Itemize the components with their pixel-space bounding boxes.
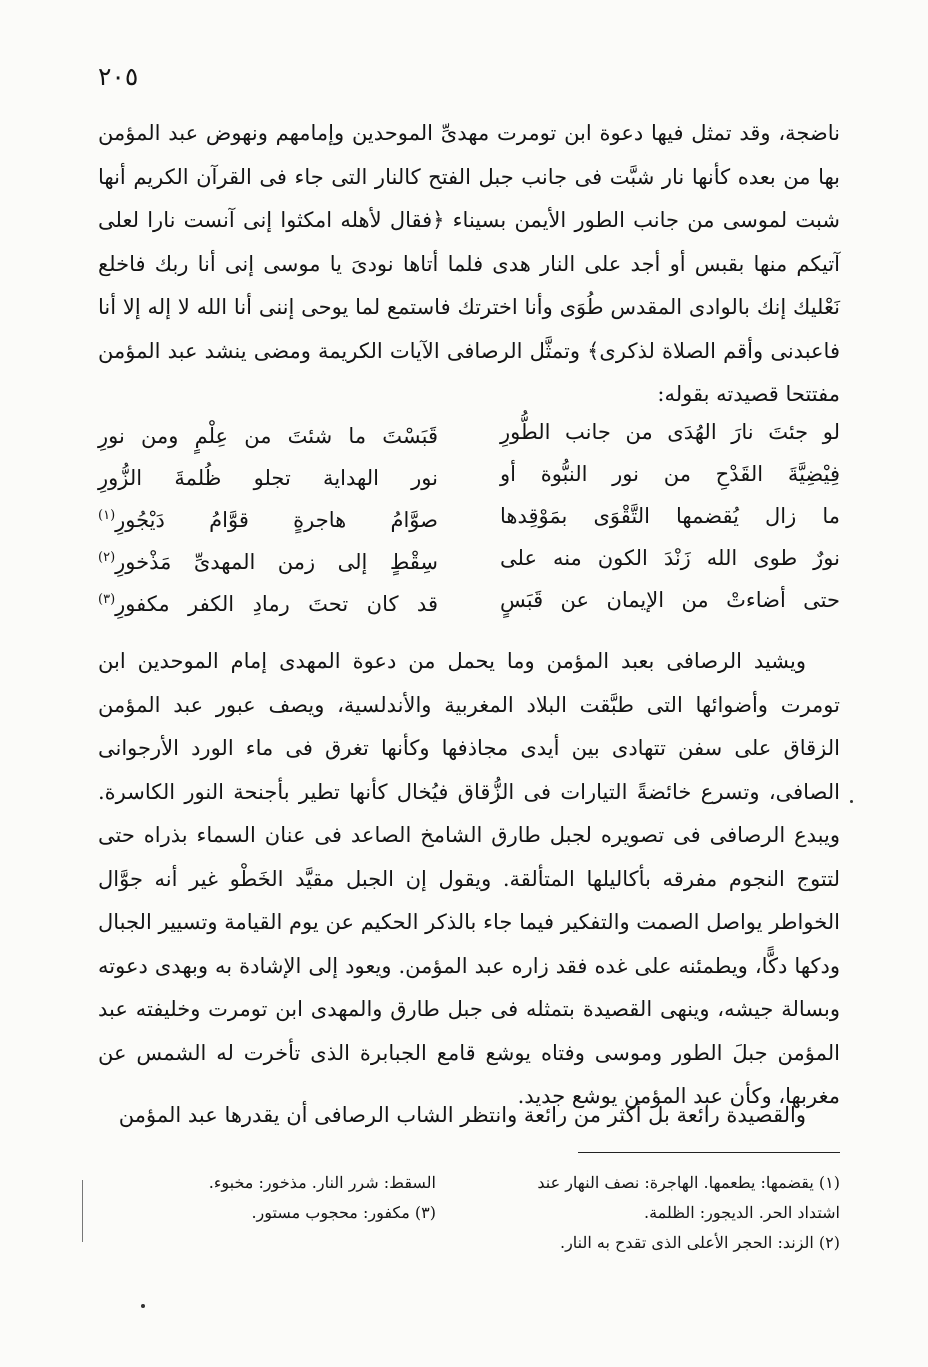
scan-speck bbox=[141, 1304, 145, 1308]
footnote-1-line-1: (١) يقضمها: يطعمها. الهاجرة: نصف النهار عند bbox=[537, 1173, 840, 1192]
verse-second-hemistich bbox=[98, 538, 438, 582]
poem-verse bbox=[98, 538, 840, 578]
verse-first-hemistich: حتى أضاءتْ من الإيمان عن قَبَسٍ bbox=[500, 588, 840, 612]
page-number: ٢٠٥ bbox=[98, 62, 139, 91]
verse-second-text: قد كان تحتَ رمادِ الكفر مكفورِ bbox=[115, 592, 438, 616]
verse-first-hemistich: نورٌ طوى الله زَنْدَ الكون منه على bbox=[500, 546, 840, 570]
paragraph-closing: والقصيدة رائعة بل أكثر من رائعة وانتظر الشاب الرصافى أن يقدرها عبد المؤمن bbox=[118, 1103, 806, 1127]
footnote-2-continued: السقط: شرر النار. مذخور: مخبوء. bbox=[208, 1173, 436, 1192]
footnote-1-line-2: اشتداد الحر. الديجور: الظلمة. bbox=[643, 1203, 840, 1222]
verse-first-hemistich: فِيْضِيَّةَ القَدْحِ من نور النبُّوة أو bbox=[500, 462, 840, 486]
footnote-divider bbox=[578, 1152, 840, 1153]
poem bbox=[98, 412, 840, 622]
verse-second-hemistich bbox=[98, 454, 438, 498]
poem-verse bbox=[98, 580, 840, 620]
verse-second-text: سِقْطٍ إلى زمن المهدىِّ مَذْخورِ bbox=[115, 550, 438, 574]
verse-second-hemistich bbox=[98, 412, 438, 456]
poem-verse bbox=[98, 412, 840, 452]
verse-first-hemistich: لو جئتَ نارَ الهُدَى من جانب الطُّورِ bbox=[500, 420, 840, 444]
poem-verse bbox=[98, 496, 840, 536]
verse-second-text: نور الهداية تجلو ظُلمةَ الزُّورِ bbox=[98, 466, 438, 490]
footnote-3: (٣) مكفور: محجوب مستور. bbox=[251, 1203, 436, 1222]
verse-second-hemistich bbox=[98, 580, 438, 624]
footnote-marker: (٣) bbox=[98, 592, 116, 607]
verse-second-text: قَبَسْتَ ما شئتَ من عِلْمٍ ومن نورِ bbox=[98, 424, 438, 448]
verse-second-hemistich bbox=[98, 496, 438, 540]
scan-speck bbox=[850, 800, 853, 803]
footnote-marker: (٢) bbox=[98, 550, 116, 565]
footnote-marker: (١) bbox=[98, 508, 116, 523]
poem-verse bbox=[98, 454, 840, 494]
paragraph-analysis: ويشيد الرصافى بعبد المؤمن وما يحمل من دعوة المهدى إمام الموحدين ابن تومرت وأضوائها التى طبَّقت البلاد المغربية والأندلسية، ويصف عبور عبد المؤمن الزقاق على سفن تتهادى بين أيدى مجاذفها وكأنها تغرق فى ماء الورد الأرجوانى الصافى، وتسرع خائضةً التيارات فى الزُّقاق فيُخال كأنها تطير بأجنحة النور الكاسرة. ويبدع الرصافى فى تصويره لجبل طارق الشامخ الصاعد فى عنان السماء بذراه حتى لتتوج النجوم مفرقه بأكاليلها المتألقة. ويقول إن الجبل مقيَّد الخَطْو غير أنه جوَّال الخواطر يواصل الصمت والتفكير فيما جاء بالذكر الحكيم عن يوم القيامة وتسيير الجبال ودكها دكًّا، ويطمئنه على غده فقد زاره عبد المؤمن. ويعود إلى الإشادة به وبهدى دعوته وبسالة جيشه، وينهى القصيدة بتمثله فى جبل طارق والمهدى ابن تومرت وخليفته عبد المؤمن جبلَ الطور وموسى وفتاه يوشع قامع الجبابرة الذى تأخرت له الشمس عن مغربها، وكأن عبد المؤمن يوشع جديد. bbox=[98, 649, 840, 1108]
footnote-2: (٢) الزند: الحجر الأعلى الذى تقدح به النار. bbox=[559, 1233, 840, 1252]
verse-second-text: صوَّامُ هاجرةٍ قوَّامُ دَيْجُورِ bbox=[115, 508, 438, 532]
scan-margin-line bbox=[82, 1180, 83, 1242]
verse-first-hemistich: ما زال يُقضمها التَّقْوَى بمَوْقِدها bbox=[500, 504, 840, 528]
paragraph-intro: ناضجة، وقد تمثل فيها دعوة ابن تومرت مهدىِّ الموحدين وإمامهم ونهوض عبد المؤمن بها من بعده كأنها نار شبَّت فى جانب جبل الفتح كالنار التى جاء فى القرآن الكريم أنها شبت لموسى من جانب الطور الأيمن بسيناء ﴿فقال لأهله امكثوا إنى آنست نارا لعلى آتيكم منها بقبس أو أجد على النار هدى فلما أتاها نودىَ يا موسى إنى أنا ربك فاخلع نَعْليك إنك بالوادى المقدس طُوَى وأنا اخترتك فاستمع لما يوحى إننى أنا الله لا إله إلا أنا فاعبدنى وأقم الصلاة لذكرى﴾ وتمثَّل الرصافى الآيات الكريمة ومضى ينشد عبد المؤمن مفتتحا قصيدته بقوله: bbox=[98, 121, 840, 406]
